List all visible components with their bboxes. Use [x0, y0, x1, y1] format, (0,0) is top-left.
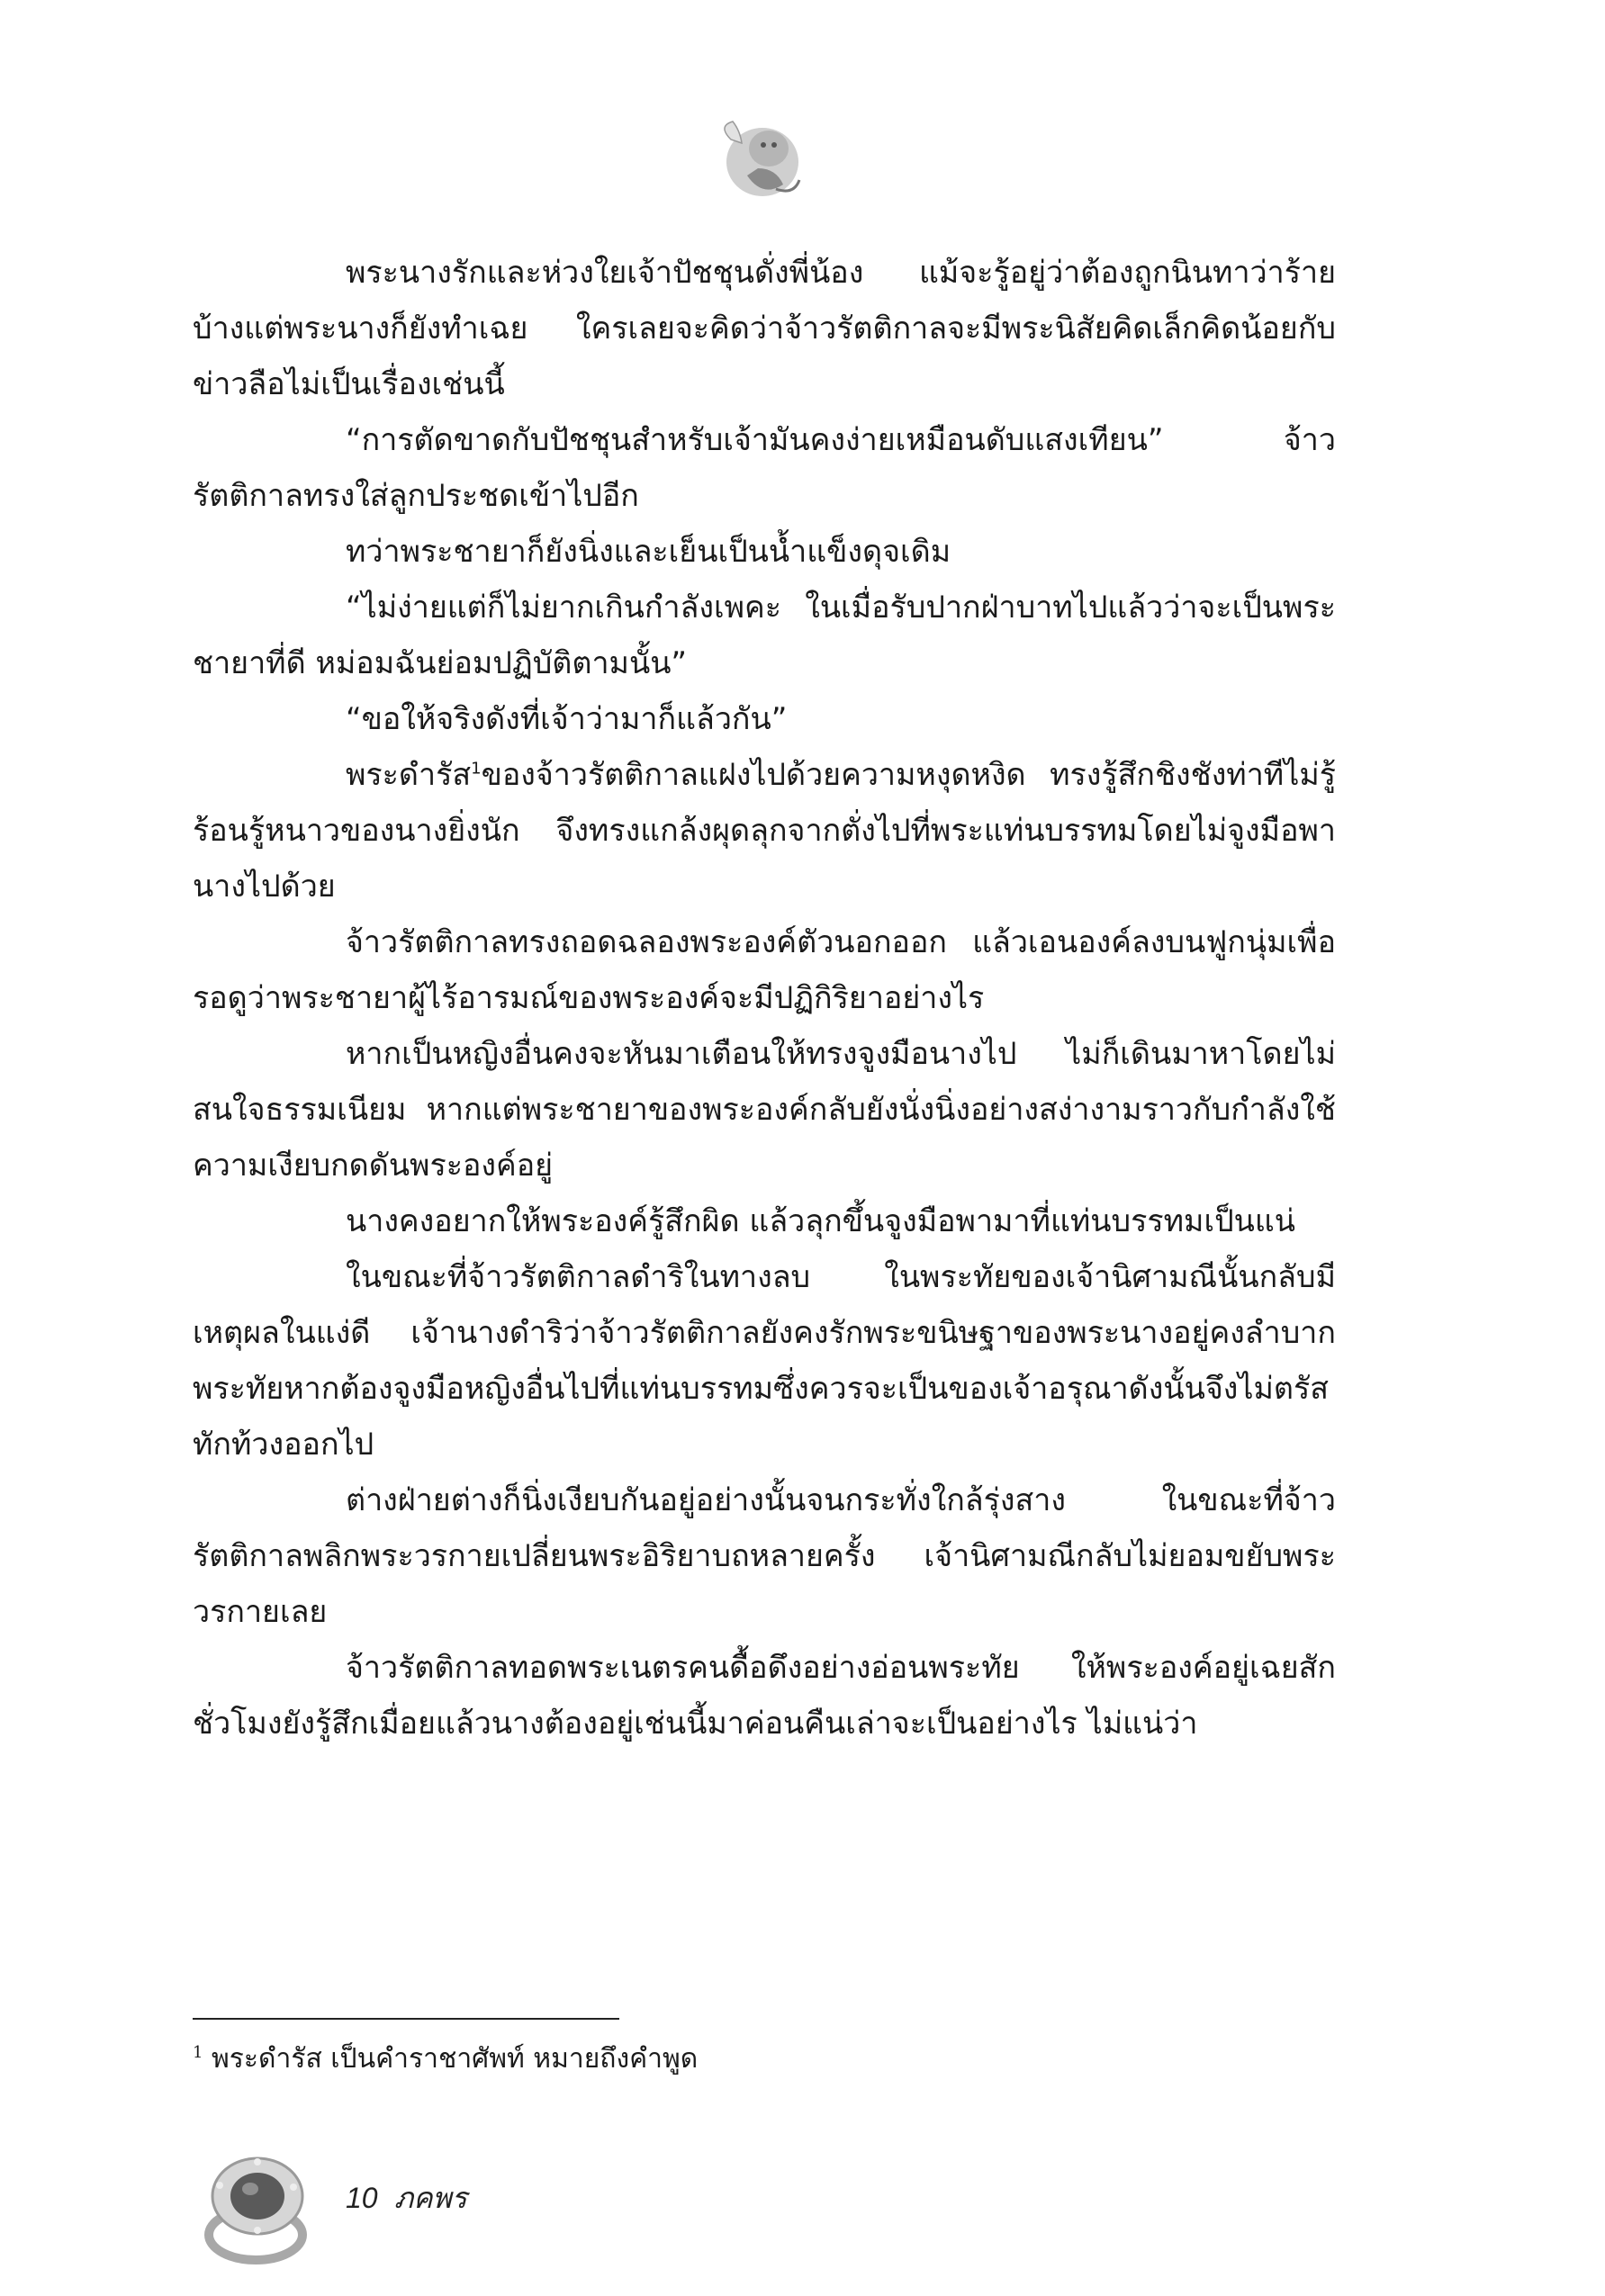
body-text: [193, 245, 1336, 1751]
footnote-text: พระดำรัส เป็นคำราชาศัพท์ หมายถึงคำพูด: [212, 2043, 699, 2075]
paragraph: ทว่าพระชายาก็ยังนิ่งและเย็นเป็นน้ำแข็งดุจเดิม: [346, 534, 951, 570]
paragraph: จ้าวรัตติกาลทรงถอดฉลองพระองค์ตัวนอกออก แล้วเอนองค์ลงบนฟูกนุ่มเพื่อรอดูว่าพระชายาผู้ไร้อารมณ์ของพระองค์จะมีปฏิกิริยาอย่างไร: [193, 924, 1336, 1016]
footnote-reference: 1: [471, 759, 482, 779]
paragraph: นางคงอยากให้พระองค์รู้สึกผิด แล้วลุกขึ้นจูงมือพามาที่แท่นบรรทมเป็นแน่: [346, 1203, 1296, 1239]
paragraph: ในขณะที่จ้าวรัตติกาลดำริในทางลบ ในพระทัยของเจ้านิศามณีนั้นกลับมีเหตุผลในแง่ดี เจ้านางดำริว่าจ้าวรัตติกาลยังคงรักพระขนิษฐาของพระนางอยู่คงลำบากพระทัยหากต้องจูงมือหญิงอื่นไปที่แท่นบรรทมซึ่งควรจะเป็นของเจ้าอรุณาดังนั้นจึงไม่ตรัสทักท้วงออกไป: [193, 1259, 1336, 1463]
footnote: [193, 2041, 698, 2077]
footnote-ref-term: พระดำรัส: [346, 757, 472, 793]
paragraph: “ไม่ง่ายแต่ก็ไม่ยากเกินกำลังเพคะ ในเมื่อรับปากฝ่าบาทไปแล้วว่าจะเป็นพระชายาที่ดี หม่อมฉันย่อมปฏิบัติตามนั้น”: [193, 590, 1336, 681]
paragraph: ต่างฝ่ายต่างก็นิ่งเงียบกันอยู่อย่างนั้นจนกระทั่งใกล้รุ่งสาง ในขณะที่จ้าวรัตติกาลพลิกพระวรกายเปลี่ยนพระอิริยาบถหลายครั้ง เจ้านิศามณีกลับไม่ยอมขยับพระวรกายเลย: [193, 1482, 1336, 1630]
ring-ornament-icon: [193, 2149, 328, 2266]
footnote-divider: [193, 2018, 619, 2020]
paragraph: หากเป็นหญิงอื่นคงจะหันมาเตือนให้ทรงจูงมือนางไป ไม่ก็เดินมาหาโดยไม่สนใจธรรมเนียม หากแต่พระชายาของพระองค์กลับยังนั่งนิ่งอย่างสง่างามราวกับกำลังใช้ความเงียบกดดันพระองค์อยู่: [193, 1036, 1336, 1184]
paragraph-with-footnote-ref: [193, 747, 1336, 914]
paragraph-text: ของจ้าวรัตติกาลแฝงไปด้วยความหงุดหงิด ทรงรู้สึกชิงชังท่าทีไม่รู้ร้อนรู้หนาวของนางยิ่งนัก จึงทรงแกล้งผุดลุกจากตั่งไปที่พระแท่นบรรทมโดยไม่จูงมือพานางไปด้วย: [193, 757, 1336, 905]
page-number: 10: [346, 2182, 378, 2214]
paragraph: จ้าวรัตติกาลทอดพระเนตรคนดื้อดึงอย่างอ่อนพระทัย ให้พระองค์อยู่เฉยสักชั่วโมงยังรู้สึกเมื่อยแล้วนางต้องอยู่เช่นนี้มาค่อนคืนเล่าจะเป็นอย่างไร ไม่แน่ว่า: [193, 1650, 1336, 1742]
book-title: ภคพร: [394, 2182, 467, 2214]
footnote-marker: 1: [193, 2043, 203, 2062]
paragraph: “ขอให้จริงดังที่เจ้าว่ามาก็แล้วกัน”: [346, 701, 788, 737]
cherub-ornament-icon: [713, 113, 812, 203]
paragraph: พระนางรักและห่วงใยเจ้าปัชชุนดั่งพี่น้อง แม้จะรู้อยู่ว่าต้องถูกนินทาว่าร้ายบ้างแต่พระนางก็ยังทำเฉย ใครเลยจะคิดว่าจ้าวรัตติกาลจะมีพระนิสัยคิดเล็กคิดน้อยกับข่าวลือไม่เป็นเรื่องเช่นนี้: [193, 255, 1336, 402]
paragraph: “การตัดขาดกับปัชชุนสำหรับเจ้ามันคงง่ายเหมือนดับแสงเทียน” จ้าวรัตติกาลทรงใส่ลูกประชดเข้าไปอีก: [193, 422, 1336, 514]
